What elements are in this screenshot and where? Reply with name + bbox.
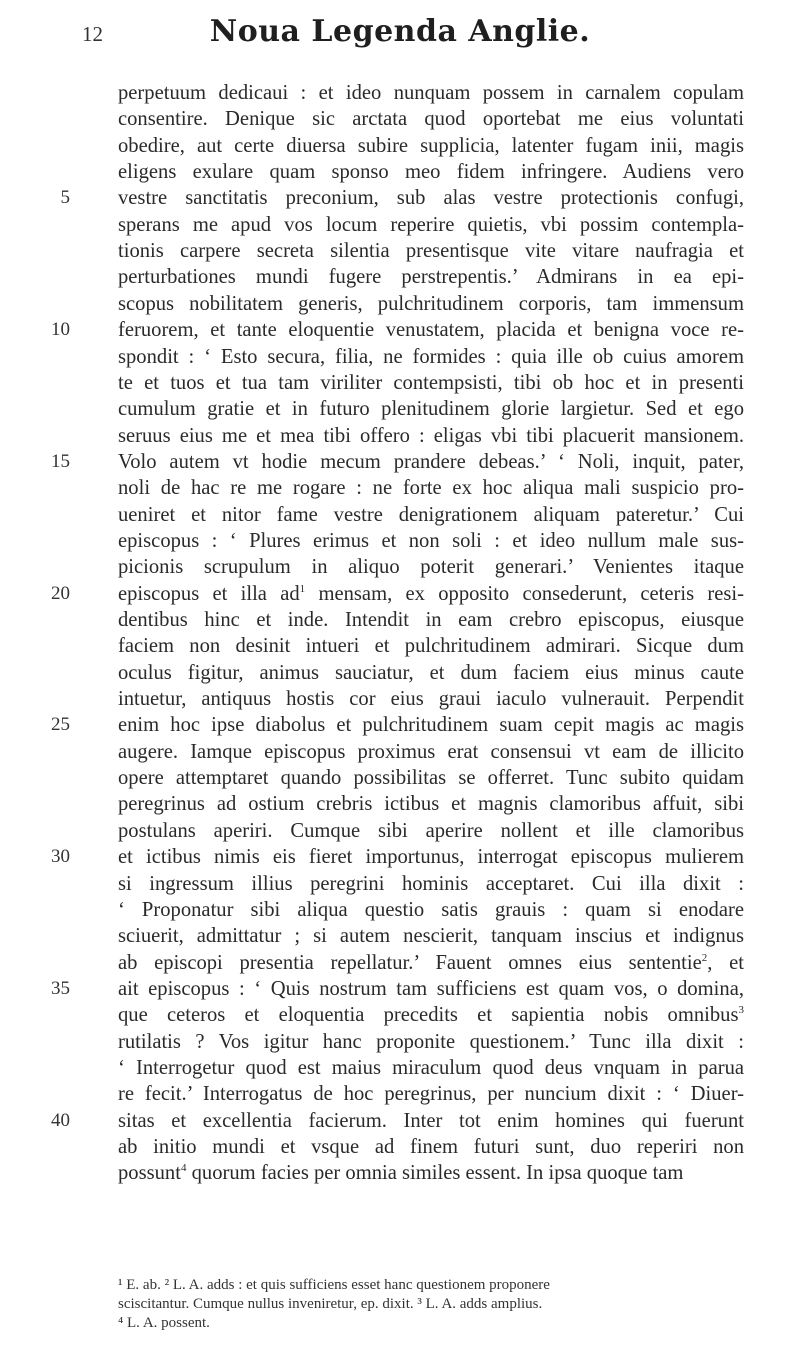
line-text: faciem non desinit intueri et pulchritudinem admirari. Sicque dum	[118, 635, 744, 658]
line-text: augere. Iamque episcopus proximus erat consensui vt eam de illicito	[118, 740, 744, 763]
text-line	[118, 950, 744, 976]
text-line	[118, 1029, 744, 1055]
line-text: opere attemptaret quando possibilitas se offerret. Tunc subito quidam	[118, 767, 744, 790]
text-line	[118, 739, 744, 765]
line-text: perpetuum dedicaui : et ideo nunquam possem in carnalem copulam	[118, 82, 744, 104]
text-line	[118, 712, 744, 738]
text-line	[118, 844, 744, 870]
line-text: te et tuos et tua tam viriliter contempsisti, tibi ob hoc et in presenti	[118, 371, 744, 394]
text-line	[118, 871, 744, 897]
text-line	[118, 423, 744, 449]
line-text: eligens exulare quam sponso meo fidem infringere. Audiens vero	[118, 161, 744, 184]
text-line	[118, 396, 744, 422]
text-line	[118, 1134, 744, 1160]
text-line	[118, 370, 744, 396]
text-line	[118, 1160, 744, 1186]
text-line	[118, 686, 744, 712]
text-line	[118, 765, 744, 791]
line-number: 15	[51, 450, 70, 472]
line-text: ‘ Interrogetur quod est maius miraculum quod deus vnquam in parua	[118, 1056, 744, 1079]
text-line	[118, 818, 744, 844]
line-text: feruorem, et tante eloquentie venustatem, placida et benigna voce re-	[118, 319, 744, 342]
text-line	[118, 475, 744, 501]
text-line	[118, 502, 744, 528]
running-title: Noua Legenda Anglie.	[209, 14, 591, 49]
footnote-line: ¹ E. ab. ² L. A. adds : et quis sufficiens esset hanc questionem proponere	[118, 1277, 550, 1293]
line-text: et ictibus nimis eis fieret importunus, interrogat episcopus mulierem	[118, 846, 744, 869]
line-text: spondit : ‘ Esto secura, filia, ne formides : quia ille ob cuius amorem	[118, 345, 744, 368]
line-text: ‘ Proponatur sibi aliqua questio satis grauis : quam si enodare	[118, 898, 744, 921]
line-text: perturbationes mundi fugere perstrepentis.’ Admirans in ea epi-	[118, 266, 744, 289]
footnote-marker: 2	[701, 951, 708, 964]
text-line	[118, 976, 744, 1002]
line-text-continued: , et	[707, 951, 744, 974]
line-text: re fecit.’ Interrogatus de hoc peregrinus, per nuncium dixit : ‘ Diuer-	[118, 1083, 744, 1106]
line-text: rutilatis ? Vos igitur hanc proponite questionem.’ Tunc illa dixit :	[118, 1030, 744, 1053]
line-text: intuetur, antiquus hostis cor eius graui iaculo vulnerauit. Perpendit	[118, 688, 744, 711]
text-line	[118, 317, 744, 343]
text-line	[118, 238, 744, 264]
line-number: 10	[51, 319, 70, 341]
line-text: postulans aperiri. Cumque sibi aperire nollent et ille clamoribus	[118, 819, 744, 842]
text-line	[118, 264, 744, 290]
footnote-line: sciscitantur. Cumque nullus inveniretur, ep. dixit. ³ L. A. adds amplius.	[118, 1296, 543, 1312]
line-text: sciuerit, admittatur ; si autem nescierit, tanquam inscius et indignus	[118, 925, 744, 948]
text-line	[118, 660, 744, 686]
line-text-continued: quorum facies per omnia similes essent. In ipsa quoque tam	[186, 1162, 684, 1185]
text-line	[118, 159, 744, 185]
text-line	[118, 291, 744, 317]
line-text: si ingressum illius peregrini hominis acceptaret. Cui illa dixit :	[118, 872, 744, 895]
line-text: noli de hac re me rogare : ne forte ex hoc aliqua mali suspicio pro-	[118, 477, 744, 500]
line-text: enim hoc ipse diabolus et pulchritudinem suam cepit magis ac magis	[118, 714, 744, 737]
line-text: Volo autem vt hodie mecum prandere debeas.’ ‘ Noli, inquit, pater,	[118, 450, 744, 473]
line-text: scopus nobilitatem generis, pulchritudinem corporis, tam immensum	[118, 292, 744, 315]
text-line	[118, 1002, 744, 1028]
footnote-marker: 1	[299, 582, 306, 595]
line-text: consentire. Denique sic arctata quod oportebat me eius voluntati	[118, 108, 744, 131]
line-number: 35	[51, 977, 70, 999]
line-number: 5	[60, 187, 70, 209]
text-line	[118, 344, 744, 370]
footnote-line: ⁴ L. A. possent.	[118, 1315, 210, 1331]
line-text: cumulum gratie et in futuro plenitudinem glorie largietur. Sed et ego	[118, 398, 744, 421]
line-text: possunt	[118, 1162, 181, 1185]
line-text: ab initio mundi et vsque ad finem futuri sunt, duo reperiri non	[118, 1136, 744, 1158]
line-text: picionis scrupulum in aliquo poterit generari.’ Venientes itaque	[118, 556, 744, 579]
text-line	[118, 607, 744, 633]
line-text: obedire, aut certe diuersa subire supplicia, latenter fugam inii, magis	[118, 134, 744, 157]
text-line	[118, 1055, 744, 1081]
line-text: oculus figitur, animus sauciatur, et dum faciem eius minus caute	[118, 661, 744, 684]
line-text: episcopus : ‘ Plures erimus et non soli : et ideo nullum male sus-	[118, 529, 744, 552]
line-text: dentibus hinc et inde. Intendit in eam crebro episcopus, eiusque	[118, 609, 744, 631]
line-text: tionis carpere secreta silentia presentisque vite vitare naufragia et	[118, 240, 744, 263]
line-text: episcopus et illa ad	[118, 582, 300, 605]
text-line	[118, 897, 744, 923]
footnote-marker: 4	[180, 1162, 187, 1175]
text-line	[118, 1108, 744, 1134]
text-line	[118, 633, 744, 659]
line-text: peregrinus ad ostium crebris ictibus et magnis clamoribus affuit, sibi	[118, 793, 744, 816]
line-text: ab episcopi presentia repellatur.’ Fauent omnes eius sententie	[118, 951, 702, 974]
text-line	[118, 449, 744, 475]
line-number: 20	[51, 582, 70, 604]
line-number: 30	[51, 846, 70, 868]
text-line	[118, 1081, 744, 1107]
text-line	[118, 791, 744, 817]
text-line	[118, 923, 744, 949]
line-text: sitas et excellentia facierum. Inter tot enim homines qui fuerunt	[118, 1109, 744, 1132]
text-line	[118, 133, 744, 159]
line-text: seruus eius me et mea tibi offero : eligas vbi tibi placuerit mansionem.	[118, 424, 744, 447]
line-number: 25	[51, 714, 70, 736]
page-number: 12	[82, 22, 103, 46]
page-header	[0, 14, 800, 58]
line-number: 40	[51, 1109, 70, 1131]
line-text: ait episcopus : ‘ Quis nostrum tam sufficiens est quam vos, o domina,	[118, 977, 744, 1000]
line-text: ueniret et nitor fame vestre denigrationem aliquam pateretur.’ Cui	[118, 503, 744, 526]
text-line	[118, 581, 744, 607]
text-line	[118, 185, 744, 211]
text-line	[118, 80, 744, 106]
footnote-marker: 3	[738, 1004, 744, 1017]
line-text: vestre sanctitatis preconium, sub alas vestre protectionis confugi,	[118, 187, 744, 210]
text-line	[118, 106, 744, 132]
text-line	[118, 212, 744, 238]
text-line	[118, 554, 744, 580]
text-line	[118, 528, 744, 554]
line-text-continued: mensam, ex opposito consederunt, ceteris resi-	[305, 582, 744, 605]
line-text: sperans me apud vos locum reperire quietis, vbi possim contempla-	[118, 213, 744, 236]
line-text: que ceteros et eloquentia precedits et sapientia nobis omnibus	[118, 1004, 739, 1027]
